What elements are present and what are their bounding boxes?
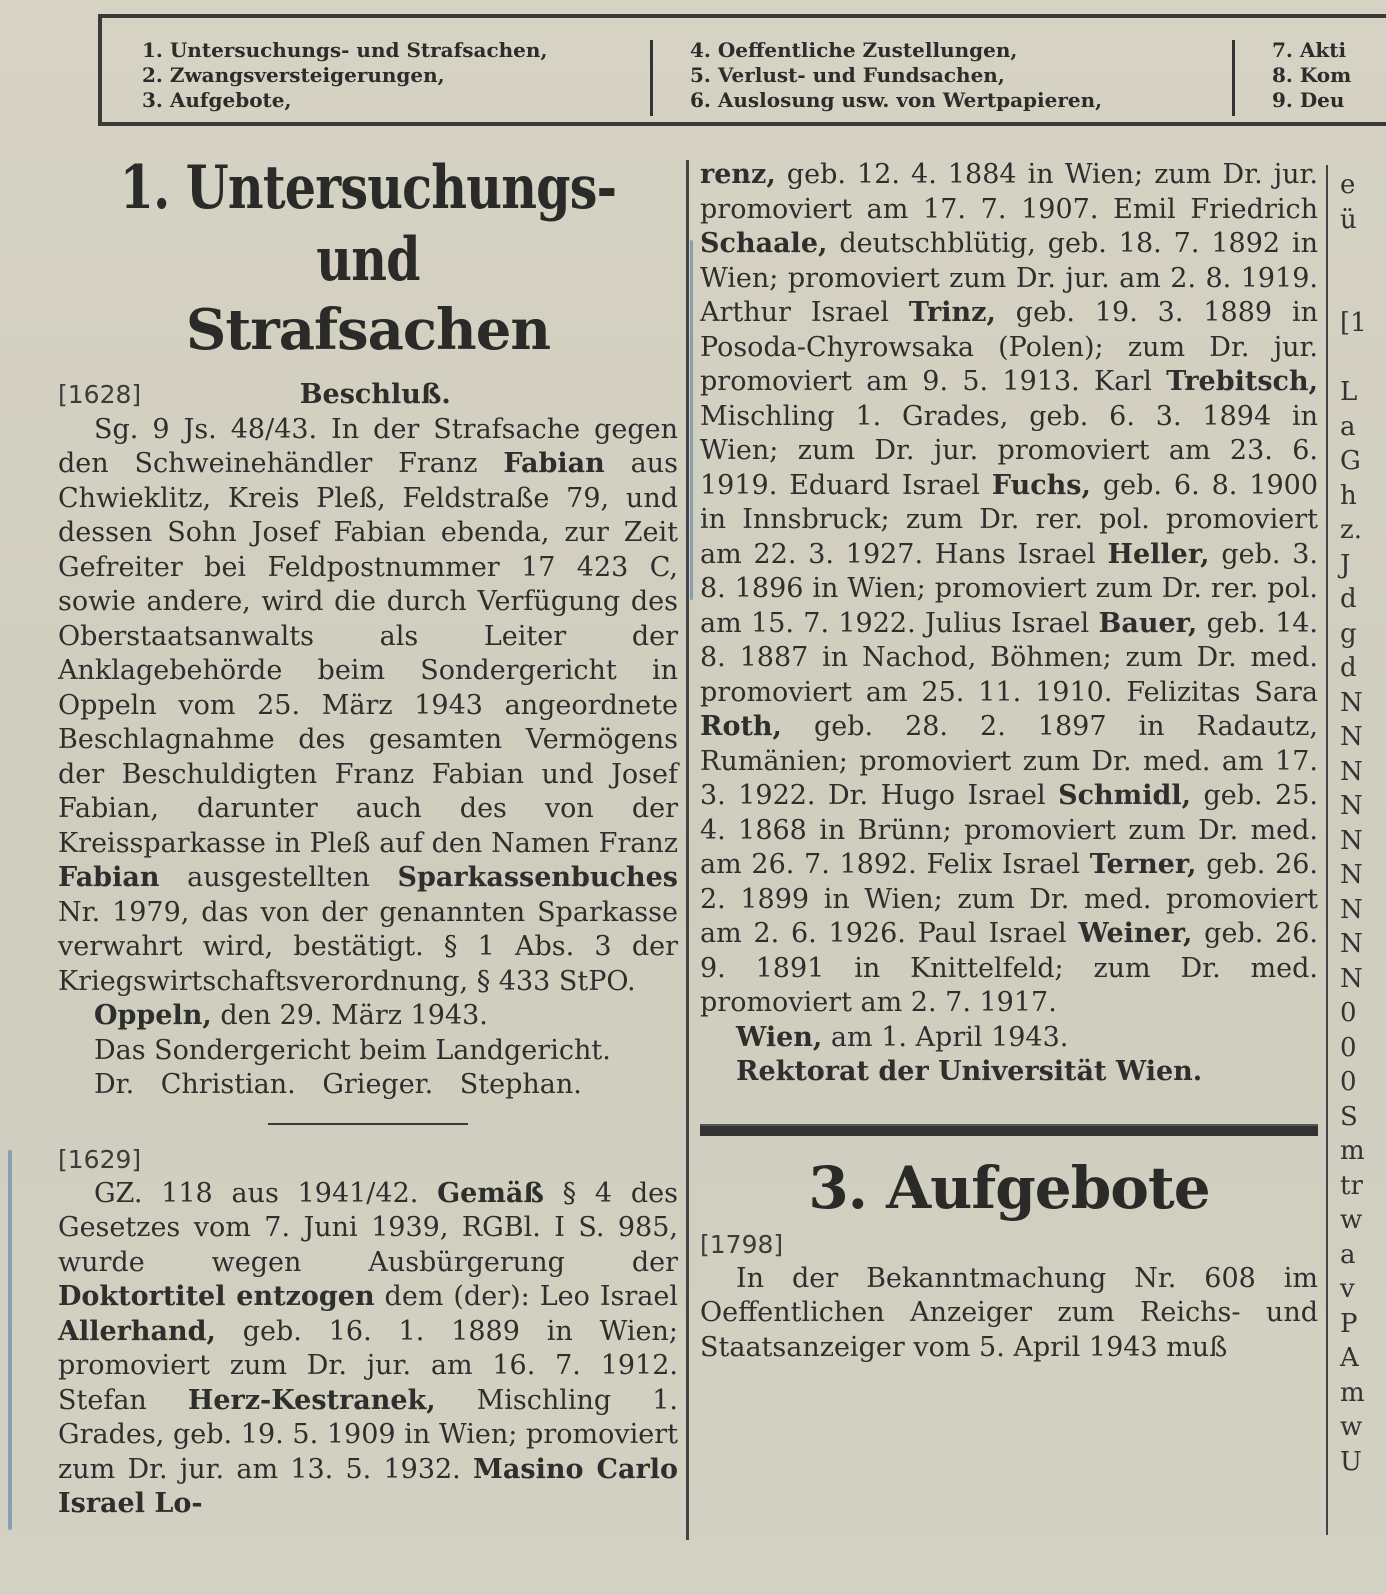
notice-body: In der Bekanntmachung Nr. 608 im Oeffentlichen Anzeiger zum Reichs- und Staatsanzeiger vom 5. April 1943 muß	[700, 1262, 1318, 1363]
notice-number: [1798]	[700, 1229, 784, 1259]
index-column-1	[142, 38, 547, 113]
index-column-3	[1272, 38, 1351, 113]
pencil-mark	[8, 1150, 12, 1530]
person-name: Terner,	[1089, 849, 1197, 880]
notice-body-continued: renz, geb. 12. 4. 1884 in Wien; zum Dr. jur. promoviert am 17. 7. 1907. Emil Friedrich Schaale, deutschblütig, geb. 18. 7. 1892 in Wien; promoviert zum Dr. jur. am 2. 8. 1919. Arthur Israel Trinz, geb. 19. 3. 1889 in Posoda-Chyrowsaka (Polen); zum Dr. jur. promoviert am 9. 5. 1913. Karl Trebitsch, Mischling 1. Grades, geb. 6. 3. 1894 in Wien; zum Dr. jur. promoviert am 23. 6. 1919. Eduard Israel Fuchs, geb. 6. 8. 1900 in Innsbruck; zum Dr. rer. pol. promoviert am 22. 3. 1927. Hans Israel Heller, geb. 3. 8. 1896 in Wien; promoviert zum Dr. rer. pol. am 15. 7. 1922. Julius Israel Bauer, geb. 14. 8. 1887 in Nachod, Böhmen; zum Dr. med. promoviert am 25. 11. 1910. Felizitas Sara Roth, geb. 28. 2. 1897 in Radautz, Rumänien; promoviert zum Dr. med. am 17. 3. 1922. Dr. Hugo Israel Schmidl, geb. 25. 4. 1868 in Brünn; promoviert zum Dr. med. am 26. 7. 1892. Felix Israel Terner, geb. 26. 2. 1899 in Wien; zum Dr. med. promoviert am 2. 6. 1926. Paul Israel Weiner, geb. 26. 9. 1891 in Knittelfeld; zum Dr. med. promoviert am 2. 7. 1917.	[700, 159, 1319, 1018]
index-entry: 1. Untersuchungs- und Strafsachen,	[142, 38, 548, 62]
notice-1629-start	[58, 1143, 678, 1522]
notice-1628	[58, 378, 678, 1103]
person-name: Schmidl,	[1058, 780, 1192, 811]
index-entry: 9. Deu	[1272, 88, 1345, 112]
person-name: Fuchs,	[991, 469, 1091, 501]
person-name: Weiner,	[1078, 918, 1193, 949]
section-divider	[700, 1124, 1318, 1136]
index-entry: 2. Zwangsversteigerungen,	[142, 63, 445, 87]
savings-book: Sparkassenbuches	[397, 862, 678, 893]
divider	[268, 1123, 468, 1125]
person-name: Herz-Kestranek,	[187, 1384, 436, 1416]
notice-heading: Beschluß.	[299, 379, 451, 410]
person-name: Bauer,	[1098, 607, 1198, 639]
section-title: 3. Aufgebote	[808, 1153, 1210, 1222]
notice-place-date: Oppeln, den 29. März 1943.	[94, 1000, 488, 1031]
notice-place-date: Wien, am 1. April 1943.	[736, 1021, 1069, 1053]
notice-body: Sg. 9 Js. 48/43. In der Strafsache gegen den Schweinehändler Franz Fabian aus Chwieklitz, Kreis Pleß, Feldstraße 79, und dessen Sohn Josef Fabian ebenda, zur Zeit Gefreiter bei Feldpostnummer 17 423 C, sowie andere, wird die durch Verfügung des Oberstaatsanwalts als Leiter der Anklagebehörde beim Sondergericht in Oppeln vom 25. März 1943 angeordnete Beschlagnahme des gesamten Vermögens der Beschuldigten Franz Fabian und Josef Fabian, darunter auch des von der Kreissparkasse in Pleß auf den Namen Franz Fabian ausgestellten Sparkassenbuches Nr. 1979, das von der genannten Sparkasse verwahrt wird, bestätigt. § 1 Abs. 3 der Kriegswirtschaftsverordnung, § 433 StPO.	[58, 413, 678, 997]
index-entry: 3. Aufgebote,	[142, 88, 292, 112]
index-entry: 7. Akti	[1272, 38, 1347, 62]
person-name: Masino Carlo Israel Lo-	[58, 1453, 678, 1519]
person-name: Allerhand,	[58, 1315, 216, 1347]
person-name: Schaale,	[700, 228, 828, 259]
issuing-authority: Rektorat der Universität Wien.	[736, 1056, 1203, 1087]
notice-body: GZ. 118 aus 1941/42. Gemäß § 4 des Gesetzes vom 7. Juni 1939, RGBl. I S. 985, wurde wegen Ausbürgerung der Doktortitel entzogen dem (der): Leo Israel Allerhand, geb. 16. 1. 1889 in Wien; promoviert zum Dr. jur. am 16. 7. 1912. Stefan Herz-Kestranek, Mischling 1. Grades, geb. 19. 5. 1909 in Wien; promoviert zum Dr. jur. am 13. 5. 1932. Masino Carlo Israel Lo-	[58, 1177, 678, 1519]
court-name: Das Sondergericht beim Landgericht.	[94, 1034, 611, 1066]
index-separator	[1232, 40, 1235, 116]
pencil-mark	[690, 240, 693, 600]
index-separator	[650, 40, 653, 116]
person-name: Trebitsch,	[1166, 366, 1318, 397]
index-entry: 8. Kom	[1272, 63, 1352, 87]
notice-number: [1629]	[58, 1144, 142, 1174]
section-index-box	[98, 14, 1386, 126]
judge-signatures: Dr. Christian. Grieger. Stephan.	[94, 1069, 582, 1100]
section-title: Strafsachen	[185, 297, 551, 363]
index-column-2	[690, 38, 1102, 113]
person-name: Heller,	[1107, 538, 1210, 570]
index-entry: 5. Verlust- und Fundsachen,	[690, 63, 1005, 87]
person-name: Roth,	[700, 711, 782, 742]
column-middle	[700, 158, 1318, 1365]
column-rule	[686, 160, 689, 1540]
section-title: 1. Untersuchungs- und	[119, 153, 617, 295]
index-entry: 4. Oeffentliche Zustellungen,	[690, 38, 1018, 62]
notice-number: [1628]	[58, 380, 142, 409]
column-rule	[1326, 165, 1328, 1535]
defendant-name: Fabian	[58, 862, 160, 893]
column-right-fragments: e ü [1 L a G h z. J d g d N N N N N N N N N 0 0 0 S m tr w a v P A m w U	[1340, 170, 1367, 1477]
column-left	[58, 150, 678, 1522]
defendant-name: Fabian	[503, 448, 605, 479]
person-name: Trinz,	[908, 297, 996, 328]
index-entry: 6. Auslosung usw. von Wertpapieren,	[690, 88, 1103, 112]
